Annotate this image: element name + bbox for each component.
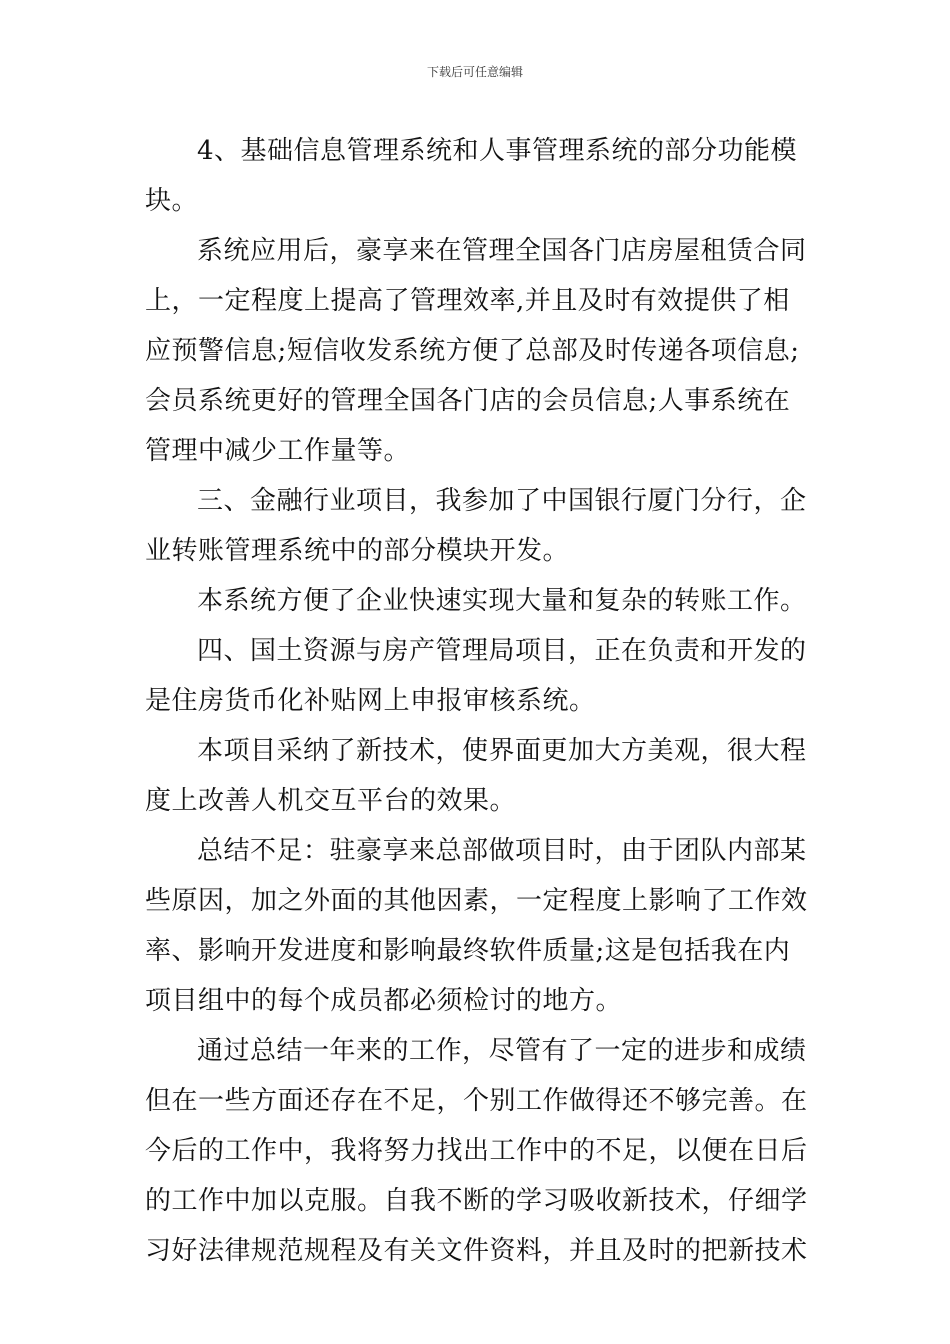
paragraph-finance-project: 三、金融行业项目，我参加了中国银行厦门分行，企业转账管理系统中的部分模块开发。 <box>145 486 807 566</box>
paragraph-summary: 通过总结一年来的工作，尽管有了一定的进步和成绩但在一些方面还存在不足，个别工作做得还不够完善。在今后的工作中，我将努力找出工作中的不足，以便在日后的工作中加以克服。自我不断的学习吸收新技术，仔细学习好法律规范规程及有关文件资料，并且及时的把新技术 <box>145 1036 808 1266</box>
paragraph-finance-result: 本系统方便了企业快速实现大量和复杂的转账工作。 <box>197 586 807 616</box>
paragraph-land-resources-project: 四、国土资源与房产管理局项目，正在负责和开发的是住房货币化补贴网上申报审核系统。 <box>145 636 807 716</box>
paragraph-shortcomings: 总结不足：驻豪享来总部做项目时，由于团队内部某些原因，加之外面的其他因素，一定程度上影响了工作效率、影响开发进度和影响最终软件质量;这是包括我在内项目组中的每个成员都必须检讨的地方。 <box>145 836 808 1016</box>
paragraph-new-technology: 本项目采纳了新技术，使界面更加大方美观，很大程度上改善人机交互平台的效果。 <box>145 736 807 816</box>
paragraph-system-results: 系统应用后，豪享来在管理全国各门店房屋租赁合同上，一定程度上提高了管理效率,并且及时有效提供了相应预警信息;短信收发系统方便了总部及时传递各项信息;会员系统更好的管理全国各门店的会员信息;人事系统在管理中减少工作量等。 <box>145 236 807 466</box>
page-header: 下载后可任意编辑 <box>426 65 523 79</box>
document-body <box>145 126 809 1276</box>
paragraph-system-modules: 4、基础信息管理系统和人事管理系统的部分功能模块。 <box>145 136 798 216</box>
